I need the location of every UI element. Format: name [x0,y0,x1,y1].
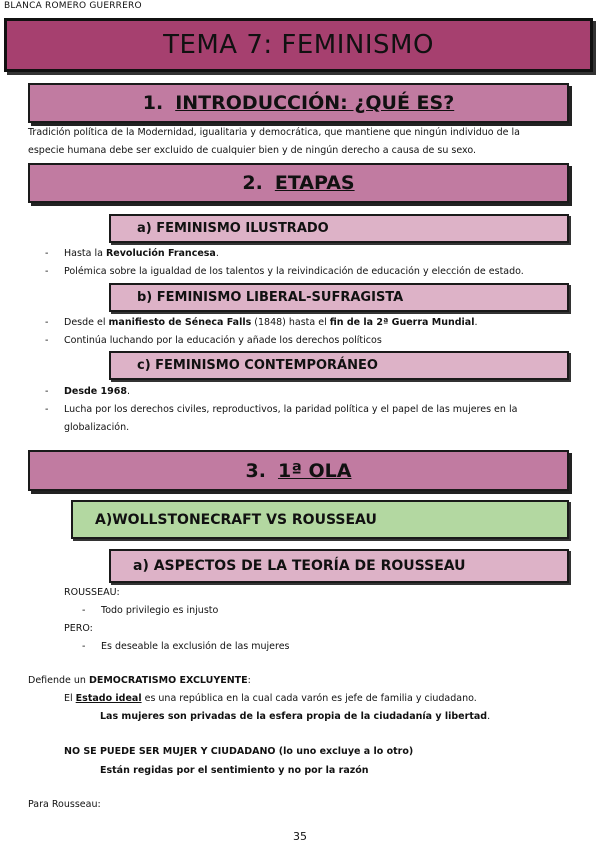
pero-label: PERO: [64,623,93,634]
subsection-liberal-header [109,283,569,312]
democratismo-line: Defiende un DEMOCRATISMO EXCLUYENTE: [28,675,251,686]
section-etapas-header [28,163,569,203]
intro-text-line2: especie humana debe ser excluido de cualquier bien y de ningún derecho a causa de su sexo. [28,145,477,156]
intro-text-line1: Tradición política de la Modernidad, igualitaria y democrática, que mantiene que ningún individuo de la [28,127,520,138]
liberal-bullet-2: Continúa luchando por la educación y añade los derechos políticos [64,335,382,346]
bullet-dash: - [82,641,86,652]
rousseau-theory-title: a) ASPECTOS DE LA TEORÍA DE ROUSSEAU [133,558,466,574]
contemporaneo-bullet-1: Desde 1968. [64,386,131,397]
wollstonecraft-rousseau-title: A)WOLLSTONECRAFT VS ROUSSEAU [95,511,377,528]
contemporaneo-bullet-2-line2: globalización. [64,422,130,433]
section-intro-title: 1. INTRODUCCIÓN: ¿QUÉ ES? [142,92,455,114]
ilustrado-bullet-1: Hasta la Revolución Francesa. [64,248,219,259]
bullet-dash: - [45,317,49,328]
wollstonecraft-rousseau-header [71,500,569,539]
rousseau-label: ROUSSEAU: [64,587,120,598]
page-title: TEMA 7: FEMINISMO [163,30,434,60]
bullet-dash: - [45,266,49,277]
section-etapas-title: 2. ETAPAS [242,172,355,194]
bullet-dash: - [45,248,49,259]
contemporaneo-bullet-2-line1: Lucha por los derechos civiles, reproductivos, la paridad política y el papel de las mujeres en la [64,404,518,415]
bullet-dash: - [45,404,49,415]
bullet-dash: - [82,605,86,616]
section-ola-header [28,450,569,491]
subsection-contemporaneo-title: c) FEMINISMO CONTEMPORÁNEO [137,358,378,373]
section-intro-header [28,83,569,123]
subsection-contemporaneo-header [109,351,569,380]
section-ola-title: 3. 1ª OLA [245,459,352,482]
ilustrado-bullet-2: Polémica sobre la igualdad de los talentos y la reivindicación de educación y elección de estado. [64,266,524,277]
liberal-bullet-1: Desde el manifiesto de Séneca Falls (1848) hasta el fin de la 2ª Guerra Mundial. [64,317,478,328]
page-number: 35 [293,830,307,843]
subsection-ilustrado-header [109,214,569,243]
estado-ideal-line: El Estado ideal es una república en la cual cada varón es jefe de familia y ciudadano. [64,693,477,704]
subsection-ilustrado-title: a) FEMINISMO ILUSTRADO [137,221,329,236]
bullet-dash: - [45,335,49,346]
page-title-box [4,18,593,72]
subsection-liberal-title: b) FEMINISMO LIBERAL-SUFRAGISTA [137,290,404,305]
bullet-dash: - [45,386,49,397]
regidas-line: Están regidas por el sentimiento y no por la razón [100,765,369,776]
rousseau-item-1: Todo privilegio es injusto [101,605,219,616]
no-puede-line: NO SE PUEDE SER MUJER Y CIUDADANO (lo uno excluye a lo otro) [64,746,414,757]
mujeres-privadas-line: Las mujeres son privadas de la esfera propia de la ciudadanía y libertad. [100,711,491,722]
author-name: BLANCA ROMERO GUERRERO [4,1,142,11]
rousseau-item-2: Es deseable la exclusión de las mujeres [101,641,290,652]
rousseau-theory-header [109,549,569,583]
para-rousseau-line: Para Rousseau: [28,799,101,810]
